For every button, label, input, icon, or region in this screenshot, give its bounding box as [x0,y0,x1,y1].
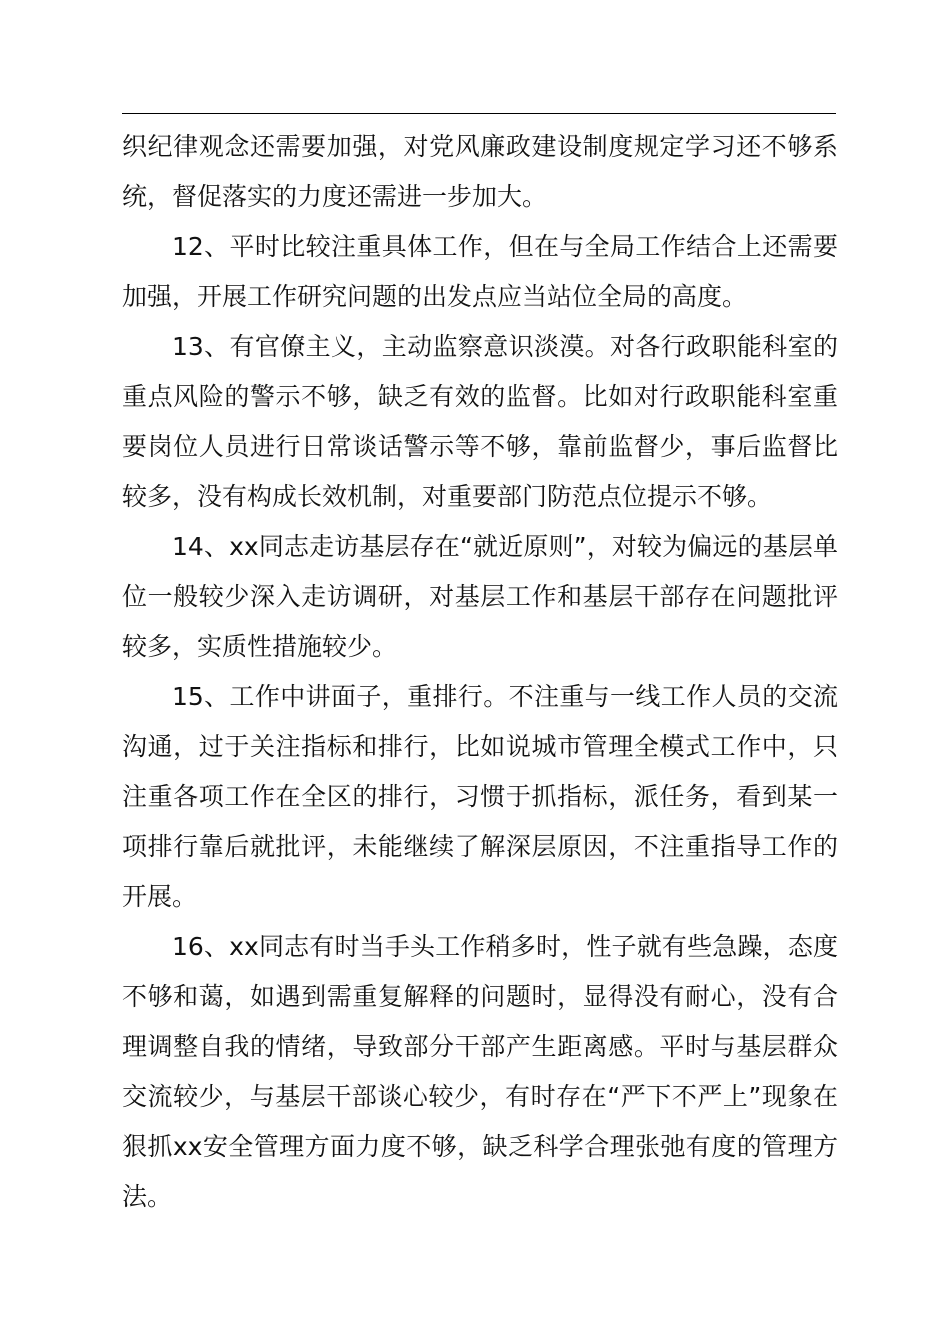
paragraph-item-14: 14、xx同志走访基层存在“就近原则”，对较为偏远的基层单位一般较少深入走访调研，对基层工作和基层干部存在问题批评较多，实质性措施较少。 [122,532,838,661]
header-rule [122,113,836,114]
document-body [122,122,838,1222]
paragraph-continuation: 织纪律观念还需要加强，对党风廉政建设制度规定学习还不够系统，督促落实的力度还需进一步加大。 [122,132,838,211]
paragraph-item-15: 15、工作中讲面子，重排行。不注重与一线工作人员的交流沟通，过于关注指标和排行，比如说城市管理全模式工作中，只注重各项工作在全区的排行，习惯于抓指标，派任务，看到某一项排行靠后就批评，未能继续了解深层原因，不注重指导工作的开展。 [122,682,838,911]
paragraph-item-13: 13、有官僚主义，主动监察意识淡漠。对各行政职能科室的重点风险的警示不够，缺乏有效的监督。比如对行政职能科室重要岗位人员进行日常谈话警示等不够，靠前监督少，事后监督比较多，没有构成长效机制，对重要部门防范点位提示不够。 [122,332,838,511]
paragraph-item-12: 12、平时比较注重具体工作，但在与全局工作结合上还需要加强，开展工作研究问题的出发点应当站位全局的高度。 [122,232,838,311]
paragraph-item-16: 16、xx同志有时当手头工作稍多时，性子就有些急躁，态度不够和蔼，如遇到需重复解释的问题时，显得没有耐心，没有合理调整自我的情绪，导致部分干部产生距离感。平时与基层群众交流较少，与基层干部谈心较少，有时存在“严下不严上”现象在狠抓xx安全管理方面力度不够，缺乏科学合理张弛有度的管理方法。 [122,932,838,1211]
